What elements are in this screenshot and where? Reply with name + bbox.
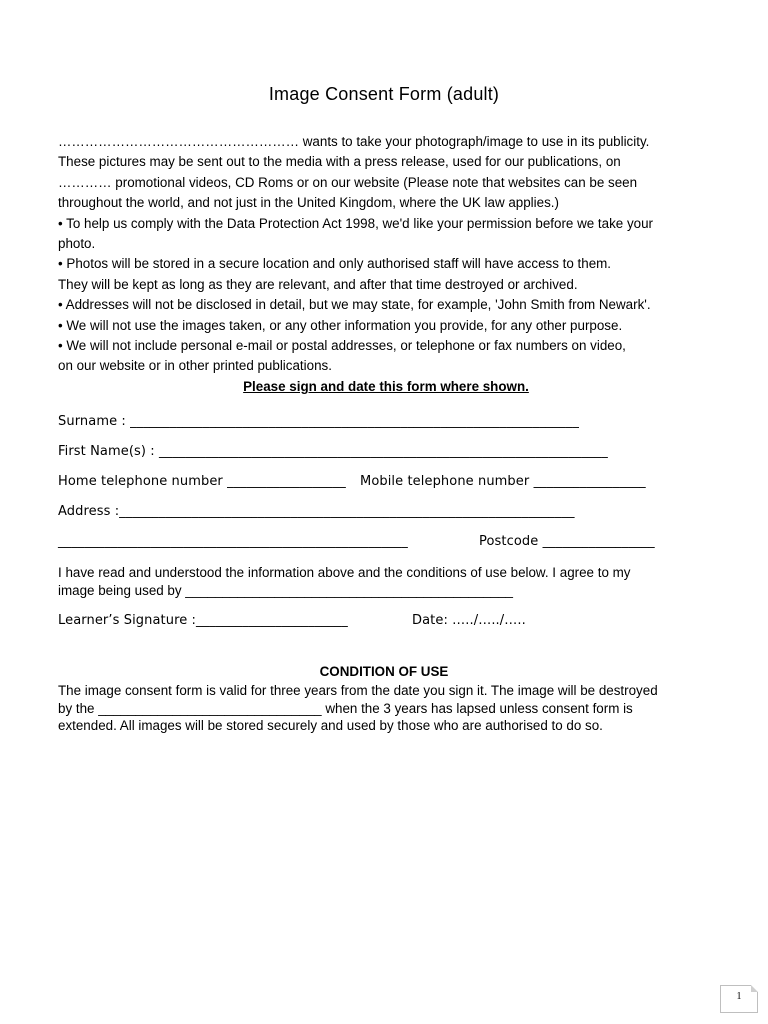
intro-line: on our website or in other printed publications. [58,358,332,374]
postcode-field[interactable]: Postcode _________________ [479,534,655,549]
address-line-2-field[interactable]: _____________________________________________________ [58,534,408,549]
mobile-telephone-field[interactable]: Mobile telephone number _________________ [360,474,646,489]
intro-line: • To help us comply with the Data Protection Act 1998, we'd like your permission before we take your [58,215,653,231]
page-number: 1 [720,985,758,1013]
home-telephone-field[interactable]: Home telephone number __________________ [58,474,346,489]
intro-line: throughout the world, and not just in the United Kingdom, where the UK law applies.) [58,195,559,211]
condition-heading: CONDITION OF USE [319,664,449,679]
intro-line: • Addresses will not be disclosed in detail, but we may state, for example, 'John Smith from Newark'. [58,297,651,313]
intro-line: • We will not use the images taken, or any other information you provide, for any other purpose. [58,317,623,333]
condition-text [58,682,718,735]
intro-line: • Photos will be stored in a secure location and only authorised staff will have access to them. [58,256,612,272]
intro-line: photo. [58,236,96,252]
condition-line: by the ______________________________ when the 3 years has lapsed unless consent form is [58,700,633,716]
first-names-field[interactable]: First Name(s) : ____________________________________________________________________ [58,444,608,459]
signature-field[interactable]: Learner’s Signature :_______________________ [58,613,348,628]
intro-text [58,132,718,397]
agreement-statement [58,564,718,601]
condition-line: The image consent form is valid for three years from the date you sign it. The image will be destroyed [58,683,658,698]
form-title: Image Consent Form (adult) [268,84,500,104]
sign-instruction: Please sign and date this form where shown. [243,378,529,394]
agreement-line: I have read and understood the information above and the conditions of use below. I agree to my [58,565,631,580]
intro-line: ……………………………………………… wants to take your photograph/image to use in its publicity. [58,134,650,149]
intro-line: ………… promotional videos, CD Roms or on our website (Please note that websites can be seen [58,174,638,190]
intro-line: They will be kept as long as they are relevant, and after that time destroyed or archived. [58,276,578,292]
intro-line: These pictures may be sent out to the media with a press release, used for our publications, on [58,154,621,170]
date-field[interactable]: Date: …../…../….. [412,613,526,628]
intro-line: • We will not include personal e-mail or postal addresses, or telephone or fax numbers on video, [58,338,626,354]
condition-line: extended. All images will be stored securely and used by those who are authorised to do so. [58,718,603,733]
agreement-line[interactable]: image being used by ____________________________________________ [58,583,513,599]
surname-field[interactable]: Surname : ____________________________________________________________________ [58,414,579,429]
address-field[interactable]: Address :_____________________________________________________________________ [58,504,575,519]
